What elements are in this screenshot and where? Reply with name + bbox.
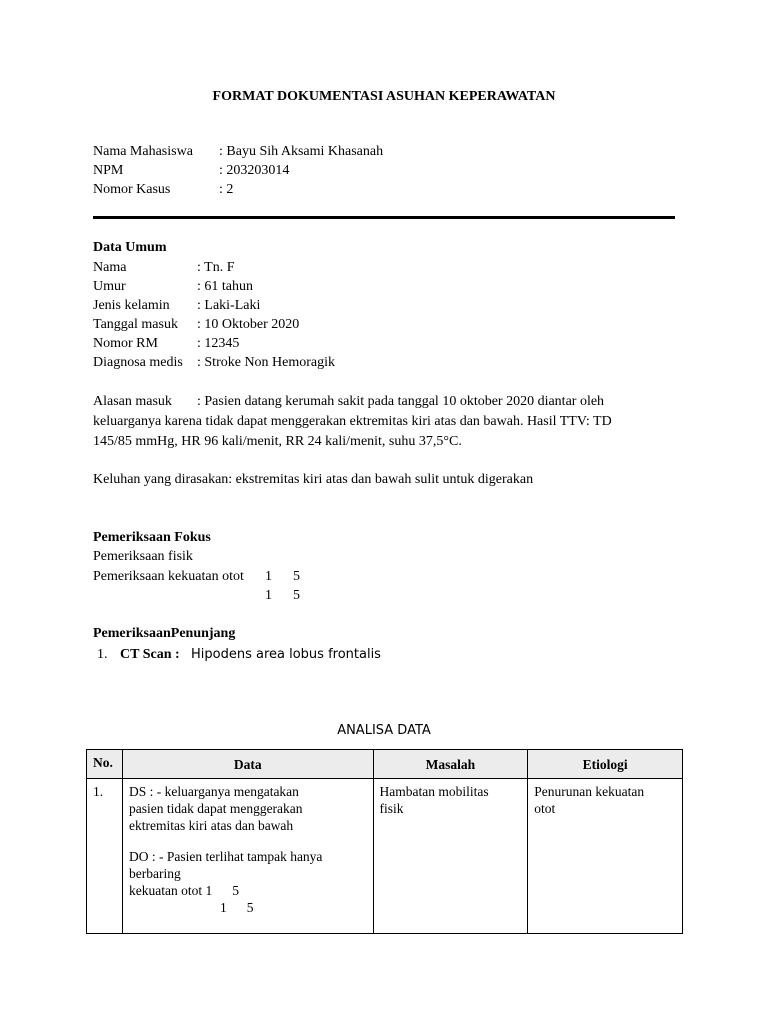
ds-line-3: ektremitas kiri atas dan bawah [128, 818, 294, 833]
fokus-heading: Pemeriksaan Fokus [93, 530, 211, 545]
row-no-cell [87, 779, 123, 934]
case-number-value: : 2 [219, 182, 234, 197]
penunjang-heading: PemeriksaanPenunjang [93, 626, 236, 641]
data-umum-heading: Data Umum [93, 240, 167, 255]
col-no-header: No. [87, 750, 123, 779]
kekuatan-r2a: 1 [265, 588, 272, 603]
alasan-label: Alasan masuk [93, 394, 172, 409]
ds-line-1: DS : - keluarganya mengatakan [128, 784, 299, 799]
diagnosa-value: : Stroke Non Hemoragik [197, 355, 336, 370]
kekuatan-r1a: 1 [265, 569, 272, 584]
umur-label: Umur [93, 279, 126, 294]
col-masalah-header: Masalah [373, 750, 528, 779]
do-kekuatan-r2a: 1 [219, 900, 227, 915]
npm-value: : 203203014 [219, 163, 290, 178]
table-row [87, 779, 683, 934]
col-etiologi-header: Etiologi [528, 750, 683, 779]
case-number-label: Nomor Kasus [93, 182, 171, 197]
do-line-3 [129, 882, 367, 899]
do-kekuatan-r1b: 5 [232, 883, 239, 898]
row-data-cell [122, 779, 373, 934]
table-header-row [87, 750, 683, 779]
nomor-rm-label: Nomor RM [93, 336, 158, 351]
row-no: 1. [93, 784, 104, 799]
row-masalah-cell [373, 779, 528, 934]
do-line-2: berbaring [128, 866, 181, 881]
ct-scan-value: Hipodens area lobus frontalis [191, 647, 381, 662]
do-kekuatan-label: kekuatan otot 1 [128, 883, 213, 898]
analisa-heading: ANALISA DATA [337, 723, 431, 738]
row-etiologi-cell [528, 779, 683, 934]
nama-value: : Tn. F [197, 260, 235, 275]
etiologi-line-2: otot [534, 801, 556, 816]
kekuatan-r1b: 5 [293, 569, 300, 584]
kekuatan-r2b: 5 [293, 588, 300, 603]
npm-label: NPM [93, 163, 124, 178]
tanggal-masuk-label: Tanggal masuk [93, 317, 178, 332]
ds-line-2: pasien tidak dapat menggerakan [128, 801, 303, 816]
nomor-rm-value: : 12345 [197, 336, 240, 351]
penunjang-number: 1. [97, 647, 108, 662]
kekuatan-otot-label: Pemeriksaan kekuatan otot [93, 569, 244, 584]
diagnosa-label: Diagnosa medis [93, 355, 183, 370]
nama-label: Nama [93, 260, 127, 275]
keluhan-text: Keluhan yang dirasakan: ekstremitas kiri atas dan bawah sulit untuk digerakan [93, 472, 534, 487]
masalah-line-2: fisik [379, 801, 404, 816]
alasan-text-1: : Pasien datang kerumah sakit pada tanggal 10 oktober 2020 diantar oleh [197, 394, 605, 409]
alasan-text-2: keluarganya karena tidak dapat menggerakan ektremitas kiri atas dan bawah. Hasil TTV: TD [93, 414, 612, 429]
tanggal-masuk-value: : 10 Oktober 2020 [197, 317, 300, 332]
jenis-kelamin-value: : Laki-Laki [197, 298, 261, 313]
masalah-line-1: Hambatan mobilitas [379, 784, 489, 799]
student-name-label: Nama Mahasiswa [93, 144, 193, 159]
page-title: FORMAT DOKUMENTASI ASUHAN KEPERAWATAN [212, 89, 556, 104]
do-kekuatan-r2b: 5 [246, 900, 254, 915]
jenis-kelamin-label: Jenis kelamin [93, 298, 170, 313]
do-line-1: DO : - Pasien terlihat tampak hanya [128, 849, 323, 864]
student-name-value: : Bayu Sih Aksami Khasanah [219, 144, 384, 159]
ct-scan-label: CT Scan : [120, 647, 180, 662]
col-data-header: Data [122, 750, 373, 779]
divider-rule [93, 216, 675, 219]
alasan-text-3: 145/85 mmHg, HR 96 kali/menit, RR 24 kali/menit, suhu 37,5°C. [93, 434, 462, 449]
fisik-label: Pemeriksaan fisik [93, 549, 193, 564]
etiologi-line-1: Penurunan kekuatan [534, 784, 645, 799]
umur-value: : 61 tahun [197, 279, 253, 294]
analisa-data-table [86, 749, 683, 934]
do-line-4 [129, 899, 367, 916]
